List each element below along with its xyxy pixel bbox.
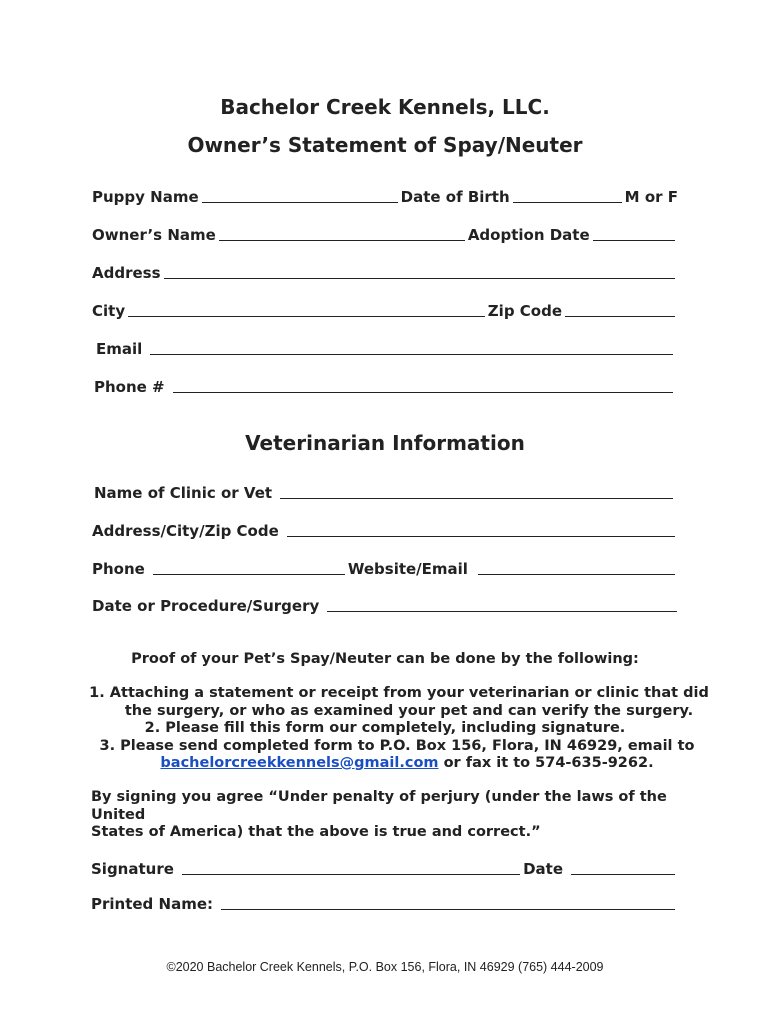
- clinic-row: [94, 480, 676, 502]
- email-link[interactable]: bachelorcreekkennels@gmail.com: [160, 755, 439, 771]
- city-field[interactable]: [128, 316, 485, 317]
- email-row: [96, 336, 676, 358]
- owner-row: [92, 222, 678, 244]
- signature-field[interactable]: [182, 874, 520, 875]
- signature-label: Signature: [91, 860, 174, 878]
- phone-field[interactable]: [173, 392, 673, 393]
- clinic-name-field[interactable]: [280, 498, 673, 499]
- vet-phone-row: [92, 556, 678, 578]
- proof-item-3-line-2: [0, 755, 770, 773]
- address-field[interactable]: [164, 278, 675, 279]
- owners-name-field[interactable]: [219, 240, 465, 241]
- adoption-date-field[interactable]: [593, 240, 675, 241]
- signature-row: [91, 856, 678, 878]
- printed-name-field[interactable]: [221, 909, 675, 910]
- fax-text: or fax it to 574-635-9262.: [438, 755, 654, 771]
- zip-code-field[interactable]: [565, 316, 675, 317]
- website-email-field[interactable]: [478, 574, 675, 575]
- agreement-text: [91, 789, 691, 842]
- printed-name-row: [91, 891, 678, 913]
- puppy-name-field[interactable]: [202, 202, 398, 203]
- printed-name-label: Printed Name:: [91, 895, 213, 913]
- vet-address-row: [92, 518, 678, 540]
- address-label: Address: [92, 264, 161, 282]
- proof-item-1-line-1: 1. Attaching a statement or receipt from your veterinarian or clinic that did: [89, 685, 709, 701]
- adoption-date-label: Adoption Date: [467, 226, 590, 244]
- date-of-birth-field[interactable]: [513, 202, 622, 203]
- procedure-row: [92, 593, 680, 615]
- proof-item-2: 2. Please fill this form our completely, including signature.: [144, 720, 626, 736]
- form-title: Owner’s Statement of Spay/Neuter: [187, 133, 583, 157]
- phone-row: [94, 374, 676, 396]
- zip-code-label: Zip Code: [487, 302, 562, 320]
- city-row: [92, 298, 678, 320]
- sex-label: M or F: [624, 188, 678, 206]
- vet-address-field[interactable]: [287, 536, 675, 537]
- puppy-row: [92, 184, 678, 206]
- owners-name-label: Owner’s Name: [92, 226, 216, 244]
- company-name: Bachelor Creek Kennels, LLC.: [220, 95, 550, 119]
- city-label: City: [92, 302, 126, 320]
- address-row: [92, 260, 678, 282]
- procedure-date-field[interactable]: [327, 611, 677, 612]
- signature-date-field[interactable]: [571, 874, 675, 875]
- phone-label: Phone #: [94, 378, 165, 396]
- date-of-birth-label: Date of Birth: [400, 188, 510, 206]
- signature-date-label: Date: [523, 860, 563, 878]
- clinic-name-label: Name of Clinic or Vet: [94, 484, 273, 502]
- puppy-name-label: Puppy Name: [92, 188, 199, 206]
- vet-address-label: Address/City/Zip Code: [92, 522, 279, 540]
- proof-item-1-line-2: the surgery, or who as examined your pet and can verify the surgery.: [124, 702, 694, 719]
- footer-text: ©2020 Bachelor Creek Kennels, P.O. Box 156, Flora, IN 46929 (765) 444-2009: [166, 960, 604, 974]
- vet-phone-field[interactable]: [153, 574, 345, 575]
- procedure-date-label: Date or Procedure/Surgery: [92, 597, 320, 615]
- proof-list: [0, 685, 770, 773]
- website-email-label: Website/Email: [347, 560, 468, 578]
- vet-phone-label: Phone: [92, 560, 145, 578]
- proof-item-3-line-1: 3. Please send completed form to P.O. Box 156, Flora, IN 46929, email to: [99, 737, 695, 754]
- vet-heading: Veterinarian Information: [245, 431, 525, 455]
- agreement-line-2: States of America) that the above is true and correct.”: [91, 824, 541, 840]
- proof-intro: Proof of your Pet’s Spay/Neuter can be done by the following:: [131, 651, 639, 667]
- agreement-line-1: By signing you agree “Under penalty of perjury (under the laws of the United: [91, 789, 667, 823]
- email-label: Email: [96, 340, 143, 358]
- email-field[interactable]: [150, 354, 673, 355]
